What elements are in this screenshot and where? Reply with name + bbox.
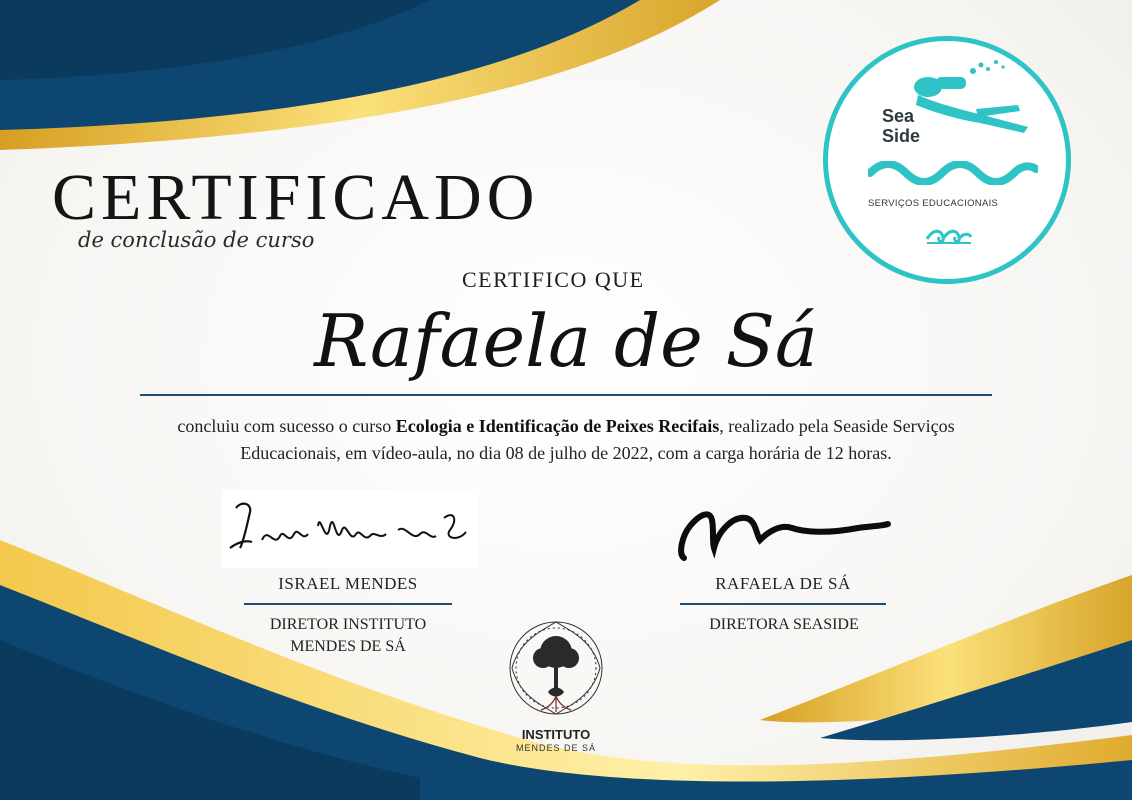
course-description	[150, 413, 982, 467]
signer2-role	[664, 614, 904, 636]
seal-line2: Side	[882, 126, 921, 146]
seal-caption: SERVIÇOS EDUCACIONAIS	[868, 198, 999, 209]
signer2-role-line1: DIRETORA SEASIDE	[709, 616, 859, 633]
institute-subname: MENDES DE SÁ	[515, 743, 596, 753]
course-name: Ecologia e Identificação de Peixes Recifais	[395, 416, 720, 436]
tree-logo-icon	[503, 612, 609, 727]
certificate-subtitle: de conclusão de curso	[78, 228, 315, 252]
recipient-underline	[140, 394, 992, 396]
signer1-role-line1: DIRETOR INSTITUTO	[269, 616, 427, 633]
signer2-rule	[680, 603, 886, 605]
signer1-rule	[244, 603, 452, 605]
seal-line1: Sea	[882, 106, 915, 126]
signer1-name: ISRAEL MENDES	[278, 574, 418, 593]
certify-intro: CERTIFICO QUE	[462, 267, 645, 292]
small-wave-icon	[925, 227, 973, 245]
signer2-name: RAFAELA DE SÁ	[715, 574, 851, 593]
wave-icon	[868, 161, 1038, 185]
institute-name: INSTITUTO	[521, 727, 591, 742]
signature-rafaela	[676, 496, 892, 568]
recipient-name: Rafaela de Sá	[314, 299, 818, 383]
certificate-title: CERTIFICADO	[52, 161, 540, 234]
signer1-role-line2: MENDES DE SÁ	[290, 638, 406, 655]
body-part2: , realizado pela Seaside Serviços Educacionais, em vídeo-aula, no dia 08 de julho de 2022, com a carga horária de 12 horas.	[240, 416, 955, 463]
seaside-logo	[823, 36, 1071, 284]
signature-israel-mendes	[222, 490, 478, 568]
body-part1: concluiu com sucesso o curso	[177, 416, 396, 436]
signer1-role	[228, 614, 468, 658]
